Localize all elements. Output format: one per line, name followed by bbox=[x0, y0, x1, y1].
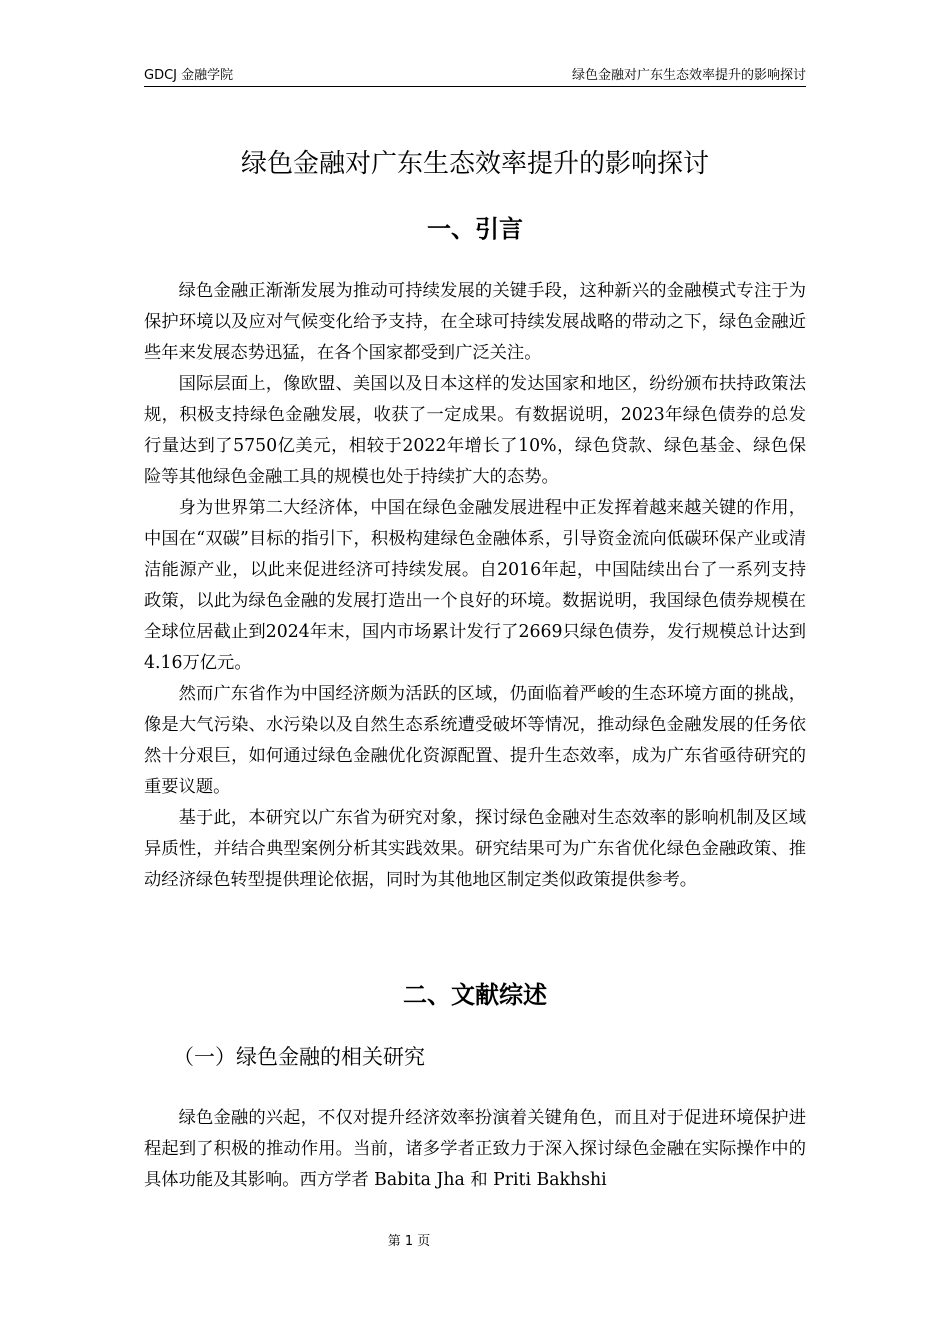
section-body-literature-review bbox=[144, 1103, 806, 1196]
section-heading-introduction: 一、引言 bbox=[427, 215, 523, 243]
document-title: 绿色金融对广东生态效率提升的影响探讨 bbox=[240, 149, 709, 179]
section-heading-literature-review: 二、文献综述 bbox=[403, 981, 547, 1009]
paragraph: 绿色金融正渐渐发展为推动可持续发展的关键手段，这种新兴的金融模式专注于为保护环境以及应对气候变化给予支持，在全球可持续发展战略的带动之下，绿色金融近些年来发展态势迅猛，在各个国家都受到广泛关注。 bbox=[144, 281, 806, 363]
header-institution: GDCJ 金融学院 bbox=[144, 68, 234, 83]
paragraph: 然而广东省作为中国经济颇为活跃的区域，仍面临着严峻的生态环境方面的挑战，像是大气污染、水污染以及自然生态系统遭受破坏等情况，推动绿色金融发展的任务依然十分艰巨，如何通过绿色金融优化资源配置、提升生态效率，成为广东省亟待研究的重要议题。 bbox=[144, 684, 806, 797]
header-running-title: 绿色金融对广东生态效率提升的影响探讨 bbox=[571, 68, 806, 83]
page-number: 第 1 页 bbox=[387, 1234, 431, 1249]
paragraph: 基于此，本研究以广东省为研究对象，探讨绿色金融对生态效率的影响机制及区域异质性，并结合典型案例分析其实践效果。研究结果可为广东省优化绿色金融政策、推动经济绿色转型提供理论依据，同时为其他地区制定类似政策提供参考。 bbox=[144, 808, 806, 890]
section-body-introduction bbox=[144, 276, 806, 896]
subsection-heading: （一）绿色金融的相关研究 bbox=[173, 1045, 425, 1069]
paragraph: 身为世界第二大经济体，中国在绿色金融发展进程中正发挥着越来越关键的作用，中国在“双碳”目标的指引下，积极构建绿色金融体系，引导资金流向低碳环保产业或清洁能源产业，以此来促进经济可持续发展。自2016年起，中国陆续出台了一系列支持政策，以此为绿色金融的发展打造出一个良好的环境。数据说明，我国绿色债券规模在全球位居截止到2024年末，国内市场累计发行了2669只绿色债券，发行规模总计达到4.16万亿元。 bbox=[144, 498, 806, 673]
page-header bbox=[144, 66, 806, 87]
paragraph: 国际层面上，像欧盟、美国以及日本这样的发达国家和地区，纷纷颁布扶持政策法规，积极支持绿色金融发展，收获了一定成果。有数据说明，2023年绿色债券的总发行量达到了5750亿美元，相较于2022年增长了10%，绿色贷款、绿色基金、绿色保险等其他绿色金融工具的规模也处于持续扩大的态势。 bbox=[144, 374, 806, 487]
paragraph: 绿色金融的兴起，不仅对提升经济效率扮演着关键角色，而且对于促进环境保护进程起到了积极的推动作用。当前，诸多学者正致力于深入探讨绿色金融在实际操作中的具体功能及其影响。西方学者 Babita Jha 和 Priti Bakhshi bbox=[144, 1108, 806, 1190]
